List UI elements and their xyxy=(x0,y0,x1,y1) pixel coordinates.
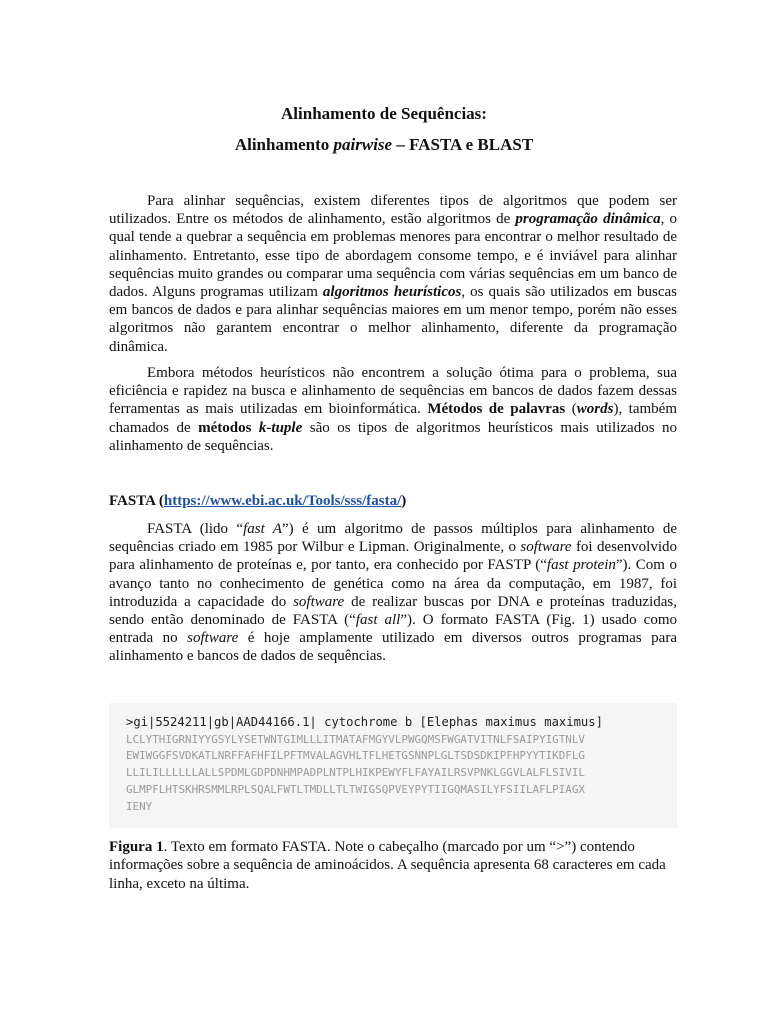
p2-text-e: ), também chamados de xyxy=(109,401,677,436)
fasta-term-software-2: software xyxy=(293,593,345,610)
fasta-term-fast-a: fast A xyxy=(243,521,282,537)
intro-paragraph-2 xyxy=(109,364,677,455)
p2-term-metodos-palavras: Métodos de palavras xyxy=(427,401,566,418)
fasta-example-code xyxy=(126,714,671,815)
p1-text-c: , o qual tende a quebrar a sequência em problemas menores para encontrar o melhor resultado de alinhamento. Entretanto, esse tipo de abordagem consome tempo, e é inviável para alinhar sequências muito grandes ou comparar uma sequência com várias sequências em um banco de dados. Alguns programas utilizam xyxy=(109,211,677,301)
p1-term-heuristicos: algoritmos heurísticos xyxy=(322,284,462,301)
page-subtitle xyxy=(0,135,768,155)
fasta-paragraph xyxy=(109,520,677,666)
fasta-term-fast-protein: fast protein xyxy=(546,557,616,574)
figure-caption xyxy=(109,838,677,893)
sequence-line-2: EWIWGGFSVDKATLNRFFAFHFILPFTMVALAGVHLTFLHETGSNNPLGLTSDSDKIPFHPYYTIKDFLG xyxy=(126,749,585,763)
fasta-text-e: foi desenvolvido para alinhamento de proteínas e, por tanto, era conhecido por FASTP (“ xyxy=(109,539,677,574)
p2-text-h: são os tipos de algoritmos heurísticos mais utilizados no alinhamento de sequências. xyxy=(109,419,678,454)
fasta-link[interactable]: https://www.ebi.ac.uk/Tools/sss/fasta/ xyxy=(163,493,402,509)
fasta-text-k: ”). O formato FASTA (Fig. 1) usado como entrada no xyxy=(109,612,677,647)
sequence-line-3: LLILILLLLLLALLSPDMLGDPDNHMPADPLNTPLHIKPEWYFLFAYAILRSVPNKLGGVLALFLSIVIL xyxy=(126,766,585,780)
fasta-text-m: é hoje amplamente utilizado em diversos outros programas para alinhamento e bancos de dados de sequências. xyxy=(109,630,677,665)
fasta-text-i: de realizar buscas por DNA e proteínas traduzidas, sendo então denominado de FASTA (“ xyxy=(109,593,677,629)
fasta-term-software-3: software xyxy=(187,630,239,647)
p2-text-a: Embora métodos heurísticos não encontrem a solução ótima para o problema, sua eficiência e rapidez na busca e alinhamento de sequências em bancos de dados fazem dessas ferramentas as mais utilizadas em bioinformática. xyxy=(109,365,677,418)
fasta-section-heading xyxy=(109,492,406,510)
fasta-term-fast-all: fast all xyxy=(355,612,401,629)
fasta-heading-label: FASTA xyxy=(109,493,156,509)
p1-text-e: , os quais são utilizados em buscas em bancos de dados e para alinhar sequências maiores em um menor tempo, porém não esses algoritmos não garantem encontrar o melhor alinhamento, diferente da programação dinâmica. xyxy=(109,284,678,355)
p1-term-programacao: programação dinâmica xyxy=(515,211,661,228)
subtitle-part-a: Alinhamento xyxy=(234,135,334,154)
fasta-heading-open-paren: ( xyxy=(155,493,164,509)
fasta-text-a: FASTA (lido “ xyxy=(147,521,244,537)
page-title: Alinhamento de Sequências: xyxy=(281,104,487,123)
p2-text-c: ( xyxy=(565,401,577,418)
subtitle-part-c: – FASTA e BLAST xyxy=(392,135,534,154)
caption-label: Figura 1 xyxy=(109,839,164,855)
sequence-line-4: GLMPFLHTSKHRSMMLRPLSQALFWTLTMDLLTLTWIGSQPVEYPYTIIGQMASILYFSIILAFLPIAGX xyxy=(126,782,585,796)
p2-term-ktuple: k-tuple xyxy=(258,419,303,436)
subtitle-pairwise: pairwise xyxy=(333,135,393,154)
p1-text-a: Para alinhar sequências, existem diferentes tipos de algoritmos que podem ser utilizados. Entre os métodos de alinhamento, estão algoritmos de xyxy=(109,193,677,228)
fasta-text-g: ”). Com o avanço tanto no conhecimento de genética como na área da computação, em 1987, foi introduzida a capacidade do xyxy=(109,557,677,610)
sequence-line-5: IENY xyxy=(126,799,153,813)
caption-text: . Texto em formato FASTA. Note o cabeçalho (marcado por um “>”) contendo informações sobre a sequência de aminoácidos. A sequência apresenta 68 caracteres em cada linha, exceto na última. xyxy=(109,839,666,892)
fasta-header-line: >gi|5524211|gb|AAD44166.1| cytochrome b [Elephas maximus maximus] xyxy=(126,715,603,729)
p2-term-metodos: métodos xyxy=(198,419,259,436)
fasta-text-c: ”) é um algoritmo de passos múltiplos para alinhamento de sequências criado em 1985 por Wilbur e Lipman. Originalmente, o xyxy=(109,521,678,556)
fasta-heading-close-paren: ) xyxy=(401,493,407,509)
intro-paragraph-1 xyxy=(109,192,677,356)
p2-term-words: words xyxy=(576,401,614,418)
sequence-line-1: LCLYTHIGRNIYYGSYLYSETWNTGIMLLLITMATAFMGYVLPWGQMSFWGATVITNLFSAIPYIGTNLV xyxy=(126,732,585,746)
fasta-term-software-1: software xyxy=(520,539,572,556)
